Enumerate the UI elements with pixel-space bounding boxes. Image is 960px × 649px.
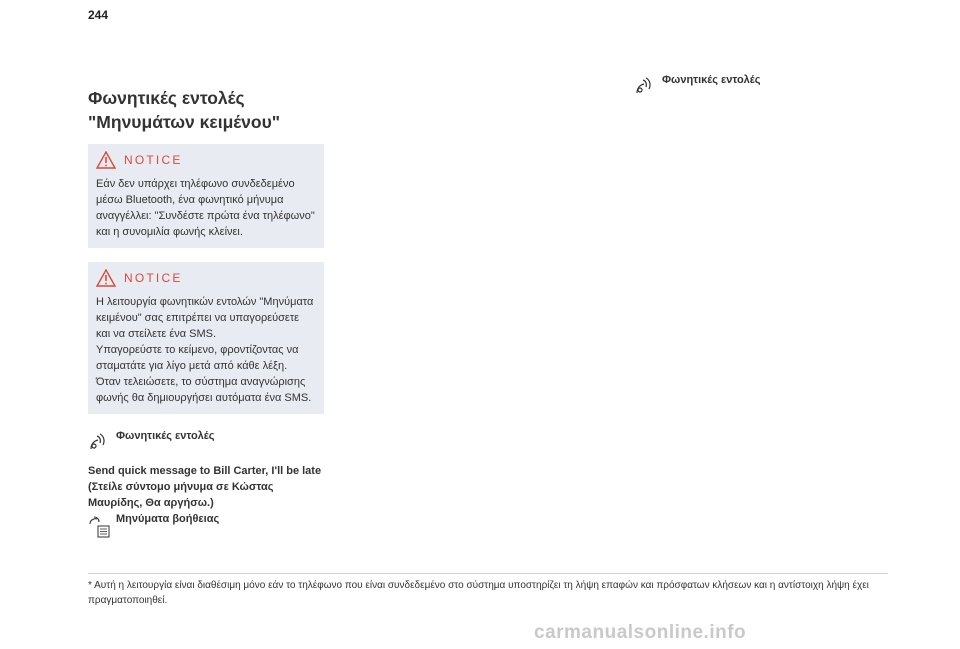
- notice-line: Υπαγορεύστε το κείμενο, φροντίζοντας να σταματάτε για λίγο μετά από κάθε λέξη.: [96, 344, 299, 372]
- section-title-line1: Φωνητικές εντολές: [88, 88, 245, 108]
- watermark: carmanualsonline.info: [534, 622, 747, 643]
- voice-commands-label: Φωνητικές εντολές: [662, 74, 761, 86]
- notice-title: NOTICE: [124, 153, 183, 167]
- notice-box-sms: [88, 262, 324, 414]
- voice-command-icon: [88, 433, 110, 451]
- notice-line: Όταν τελειώσετε, το σύστημα αναγνώρισης φωνής θα δημιουργήσει αυτόματα ένα SMS.: [96, 376, 312, 404]
- command-text: Send quick message to Bill Carter, I'll be late (Στείλε σύντομο μήνυμα σε Κώστας Μαυρίδης, Θα αργήσω.): [88, 465, 322, 509]
- section-title-line2: "Μηνυμάτων κειμένου": [88, 112, 281, 132]
- column-right: [634, 72, 888, 95]
- column-left: [88, 80, 324, 538]
- notice-text: [96, 294, 316, 406]
- section-title: [88, 86, 324, 134]
- notice-header: [96, 150, 316, 170]
- help-messages-heading: [88, 511, 324, 538]
- notice-text: Εάν δεν υπάρχει τηλέφωνο συνδεδεμένο μέσω Bluetooth, ένα φωνητικό μήνυμα αναγγέλλει: "Συνδέστε πρώτα ένα τηλέφωνο" και η συνομιλία φωνής κλείνει.: [96, 178, 315, 238]
- notice-line: Η λειτουργία φωνητικών εντολών "Μηνύματα κειμένου" σας επιτρέπει να υπαγορεύσετε και να στείλετε ένα SMS.: [96, 296, 314, 340]
- help-messages-label: Μηνύματα βοήθειας: [116, 513, 220, 525]
- notice-header: [96, 268, 316, 288]
- voice-command-icon: [634, 77, 656, 95]
- notice-box-bluetooth: [88, 144, 324, 248]
- help-message-icon: [88, 516, 110, 538]
- voice-commands-label: Φωνητικές εντολές: [116, 430, 215, 442]
- page-number: 244: [88, 8, 109, 22]
- warning-icon: [96, 151, 116, 169]
- voice-commands-heading: [634, 72, 888, 95]
- warning-icon: [96, 269, 116, 287]
- voice-commands-heading: [88, 428, 324, 451]
- footnote: * Αυτή η λειτουργία είναι διαθέσιμη μόνο εάν το τηλέφωνο που είναι συνδεδεμένο στο σύστημα υποστηρίζει τη λήψη επαφών και πρόσφατων κλήσεων και η αντίστοιχη λήψη έχει πραγματοποιηθεί.: [88, 573, 888, 608]
- notice-title: NOTICE: [124, 271, 183, 285]
